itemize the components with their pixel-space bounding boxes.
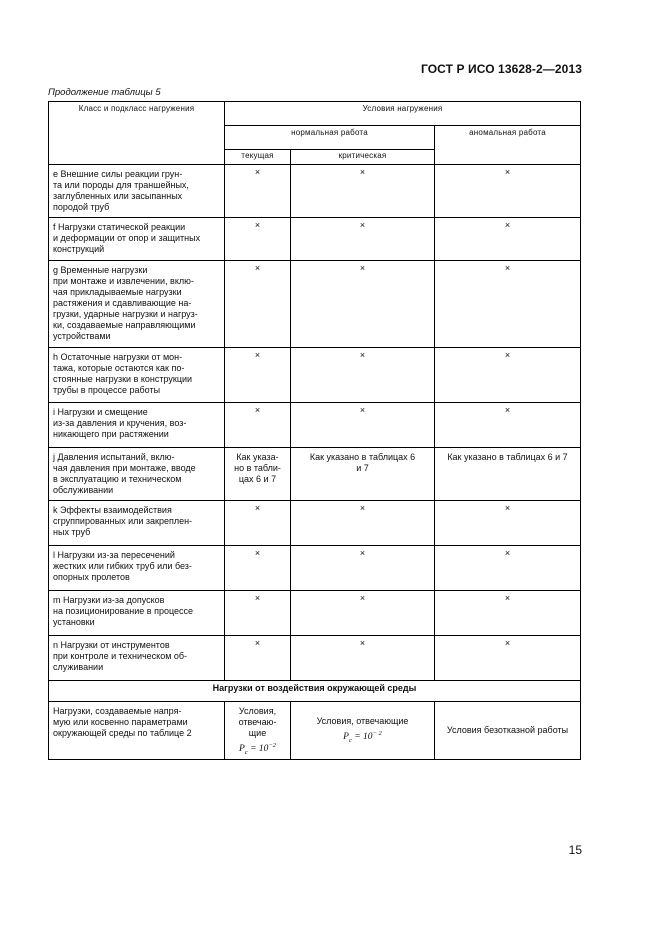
current-cell (225, 448, 291, 501)
class-line: сгруппированных или закреплен- (53, 515, 193, 526)
header-critical: критическая (291, 150, 435, 165)
table-row (49, 261, 581, 348)
table-row (49, 501, 581, 546)
table-body (49, 165, 581, 681)
cell-line: и 7 (356, 462, 369, 473)
current-cell (225, 702, 291, 760)
class-line: жестких или гибких труб или без- (53, 560, 192, 571)
class-line: опорных пролетов (53, 571, 130, 582)
abnormal-cell: × (435, 591, 581, 636)
probability-formula: $P_c = 10^{-2}$ (238, 741, 276, 756)
class-line: n Нагрузки от инструментов (53, 640, 170, 650)
class-line: стоянные нагрузки в конструкции (53, 373, 193, 384)
table-row (49, 348, 581, 403)
class-line: e Внешние силы реакции грун- (53, 169, 183, 179)
class-line: на позиционирование в процессе (53, 605, 194, 616)
abnormal-cell: × (435, 403, 581, 448)
class-line: l Нагрузки из-за пересечений (53, 550, 175, 560)
table-row (49, 218, 581, 261)
abnormal-cell: × (435, 501, 581, 546)
abnormal-cell: × (435, 261, 581, 348)
header-normal: нормальная работа (225, 126, 435, 150)
current-cell: × (225, 403, 291, 448)
critical-cell: × (291, 403, 435, 448)
current-cell: × (225, 546, 291, 591)
cell-line: отвечаю- (238, 716, 277, 727)
critical-cell (291, 702, 435, 760)
class-cell (49, 448, 225, 501)
current-cell: × (225, 636, 291, 681)
class-line: в эксплуатацию и техническом (53, 473, 182, 484)
document-code: ГОСТ Р ИСО 13628-2—2013 (420, 62, 582, 76)
critical-cell: × (291, 261, 435, 348)
current-cell: × (225, 501, 291, 546)
header-conditions: Условия нагружения (225, 102, 581, 126)
critical-cell: × (291, 546, 435, 591)
class-line: Нагрузки, создаваемые напря- (53, 706, 182, 716)
class-line: никающего при растяжении (53, 428, 169, 439)
critical-cell: × (291, 165, 435, 218)
cell-line: Как указано в таблицах 6 и 7 (447, 452, 568, 462)
cell-line: Как указа- (236, 452, 279, 462)
load-conditions-table (48, 101, 581, 760)
table-row-env (49, 702, 581, 760)
class-cell (49, 546, 225, 591)
class-line: при монтаже и извлечении, вклю- (53, 275, 194, 286)
class-cell (49, 165, 225, 218)
class-line: окружающей среды по таблице 2 (53, 727, 192, 738)
class-cell (49, 348, 225, 403)
class-line: при контроле и техническом об- (53, 650, 188, 661)
class-line: k Эффекты взаимодействия (53, 505, 172, 515)
class-line: из-за давления и кручения, воз- (53, 417, 187, 428)
page-number: 15 (568, 843, 582, 857)
table-row (49, 546, 581, 591)
current-cell: × (225, 348, 291, 403)
current-cell: × (225, 261, 291, 348)
class-line: и деформации от опор и защитных (53, 232, 201, 243)
class-line: породой труб (53, 201, 110, 212)
abnormal-cell: × (435, 546, 581, 591)
class-cell (49, 591, 225, 636)
critical-cell: × (291, 591, 435, 636)
class-line: ки, создаваемые направляющими (53, 319, 196, 330)
class-line: f Нагрузки статической реакции (53, 222, 186, 232)
class-line: заглубленных или засыпанных (53, 190, 183, 201)
cell-line: цах 6 и 7 (238, 473, 277, 484)
abnormal-cell: × (435, 348, 581, 403)
abnormal-cell: × (435, 165, 581, 218)
class-line: трубы в процессе работы (53, 384, 161, 395)
critical-cell: × (291, 636, 435, 681)
class-cell (49, 501, 225, 546)
class-line: служивании (53, 661, 104, 672)
abnormal-cell: Условия безотказной работы (435, 702, 581, 760)
class-line: мую или косвенно параметрами (53, 716, 188, 727)
header-current: текущая (225, 150, 291, 165)
class-line: та или породы для траншейных, (53, 179, 189, 190)
table-row (49, 448, 581, 501)
class-line: чая давления при монтаже, вводе (53, 462, 196, 473)
class-line: конструкций (53, 243, 105, 254)
critical-cell (291, 448, 435, 501)
critical-cell: × (291, 348, 435, 403)
probability-formula: $P_c = 10^{- 2}$ (343, 729, 382, 745)
current-cell: × (225, 591, 291, 636)
cell-line: но в табли- (234, 462, 281, 473)
cell-line: Как указано в таблицах 6 (309, 452, 416, 462)
class-line: i Нагрузки и смещение (53, 407, 148, 417)
cell-line: щие (248, 727, 267, 738)
class-cell (49, 702, 225, 760)
table-continuation-label: Продолжение таблицы 5 (48, 87, 161, 98)
class-line: растяжения и сдавливающие на- (53, 297, 192, 308)
class-line: обслуживании (53, 484, 114, 495)
class-cell (49, 636, 225, 681)
table-row (49, 636, 581, 681)
abnormal-cell (435, 448, 581, 501)
table-row (49, 403, 581, 448)
class-cell (49, 261, 225, 348)
class-line: установки (53, 616, 95, 627)
class-line: j Давления испытаний, вклю- (53, 452, 175, 462)
critical-cell: × (291, 218, 435, 261)
header-class: Класс и подкласс нагружения (49, 102, 225, 165)
abnormal-cell: × (435, 218, 581, 261)
class-line: чая прикладываемые нагрузки (53, 286, 182, 297)
class-line: ных труб (53, 526, 91, 537)
abnormal-cell: × (435, 636, 581, 681)
current-cell: × (225, 218, 291, 261)
class-line: m Нагрузки из-за допусков (53, 595, 165, 605)
class-line: тажа, которые остаются как по- (53, 362, 185, 373)
cell-line: Условия, отвечающие (316, 716, 409, 726)
header-abnormal: аномальная работа (435, 126, 581, 165)
critical-cell: × (291, 501, 435, 546)
class-line: грузки, ударные нагрузки и нагруз- (53, 308, 198, 319)
current-cell: × (225, 165, 291, 218)
table-row (49, 165, 581, 218)
class-line: g Временные нагрузки (53, 265, 148, 275)
class-cell (49, 403, 225, 448)
class-line: устройствами (53, 330, 111, 341)
cell-line: Условия, (238, 706, 277, 716)
class-cell (49, 218, 225, 261)
table-row (49, 591, 581, 636)
class-line: h Остаточные нагрузки от мон- (53, 352, 183, 362)
section-title: Нагрузки от воздействия окружающей среды (49, 681, 581, 702)
